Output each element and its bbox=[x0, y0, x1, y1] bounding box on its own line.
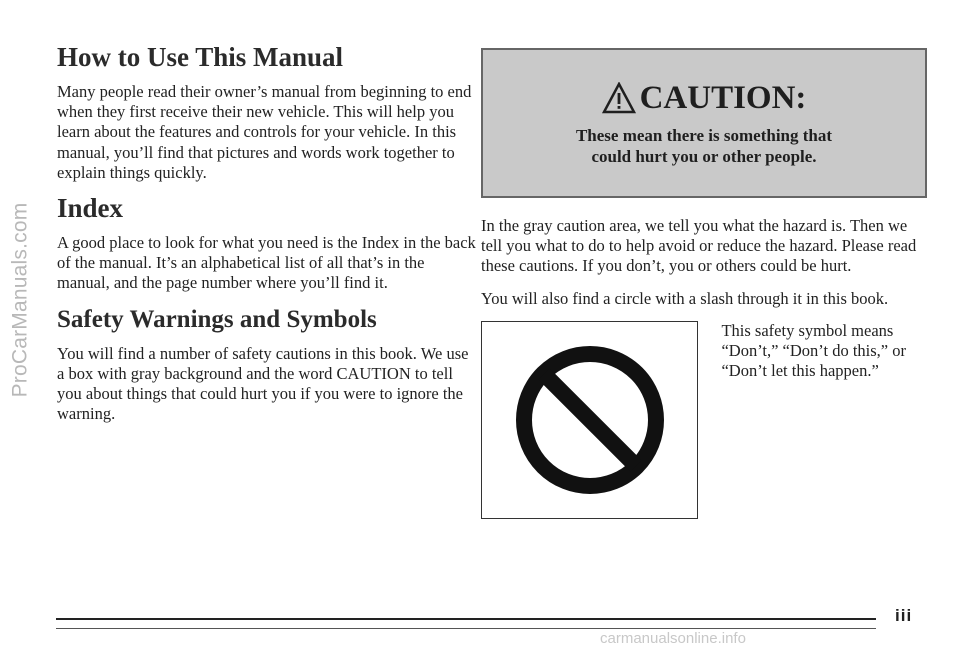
caution-line-2: could hurt you or other people. bbox=[591, 146, 817, 166]
caution-body bbox=[576, 125, 832, 167]
paragraph-safety-warnings: You will find a number of safety cautions in this book. We use a box with gray background and the word CAUTION to tell you about things that could hurt you if you were to ignore the warning. bbox=[57, 343, 469, 424]
paragraph-circle-slash: You will also find a circle with a slash through it in this book. bbox=[481, 288, 889, 308]
caution-box bbox=[481, 48, 927, 198]
paragraph-index: A good place to look for what you need is the Index in the back of the manual. It’s an alphabetical list of all that’s in the manual, and the page number where you’ll find it. bbox=[57, 233, 476, 293]
symbol-description: This safety symbol means “Don’t,” “Don’t do this,” or “Don’t let this happen.” bbox=[721, 320, 906, 381]
right-text bbox=[481, 216, 930, 309]
heading-safety-warnings: Safety Warnings and Symbols bbox=[57, 305, 377, 333]
footer-rule-thick bbox=[56, 618, 876, 620]
heading-how-to-use: How to Use This Manual bbox=[57, 42, 344, 72]
right-column bbox=[481, 48, 930, 519]
prohibition-icon bbox=[510, 340, 670, 500]
prohibition-symbol-box bbox=[481, 321, 698, 519]
caution-title-text: CAUTION: bbox=[639, 79, 807, 116]
warning-triangle-icon bbox=[602, 82, 636, 114]
caution-title bbox=[602, 80, 807, 117]
caution-line-1: These mean there is something that bbox=[575, 125, 833, 145]
heading-index: Index bbox=[57, 193, 124, 224]
side-watermark bbox=[2, 40, 38, 560]
paragraph-gray-area: In the gray caution area, we tell you what the hazard is. Then we tell you what to do to help avoid or reduce the hazard. Please read these cautions. If you don’t, you or others could be hurt. bbox=[481, 216, 917, 276]
page-number: iii bbox=[895, 606, 913, 625]
symbol-row bbox=[481, 321, 930, 519]
watermark-text: ProCarManuals.com bbox=[8, 202, 31, 398]
left-column bbox=[57, 40, 477, 424]
footer-rule-thin bbox=[56, 628, 876, 629]
footer-watermark: carmanualsonline.info bbox=[600, 630, 746, 646]
paragraph-how-to-use: Many people read their owner’s manual from beginning to end when they first receive their new vehicle. This will help you learn about the features and controls for your vehicle. In this manual, you’ll find that pictures and words work together to explain things quickly. bbox=[57, 82, 472, 182]
